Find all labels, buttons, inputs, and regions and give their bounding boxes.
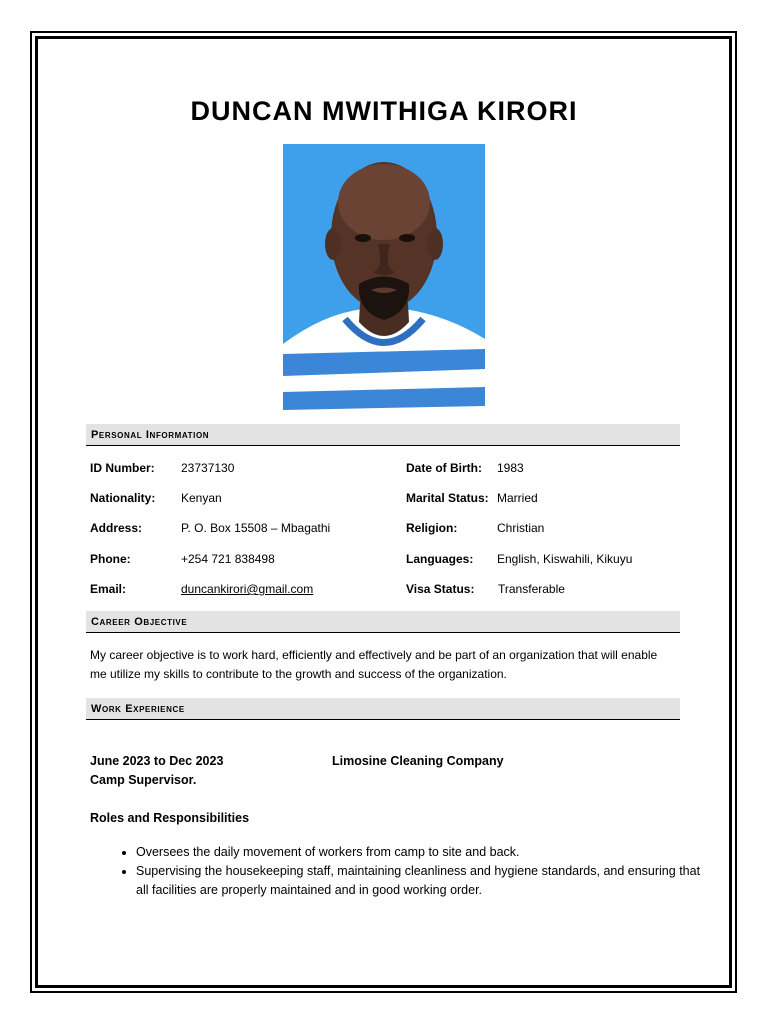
section-title: Career Objective bbox=[91, 616, 188, 628]
career-objective-text: My career objective is to work hard, efficiently and effectively and be part of an organization that will enable me utilize my skills to contribute to the growth and success of the organization. bbox=[90, 648, 658, 681]
profile-photo bbox=[283, 144, 485, 410]
religion-value: Christian bbox=[497, 521, 545, 535]
nationality-value: Kenyan bbox=[181, 491, 222, 505]
languages-value: English, Kiswahili, Kikuyu bbox=[497, 552, 633, 566]
list-item: • Supervising the housekeeping staff, maintaining cleanliness and hygiene standards, and ensuring that all facilities are properly maintained and in good working order. bbox=[136, 862, 706, 900]
work-company: Limosine Cleaning Company bbox=[332, 754, 504, 768]
religion-label: Religion: bbox=[406, 521, 458, 535]
work-period: June 2023 to Dec 2023 bbox=[90, 754, 224, 768]
section-header-work-experience bbox=[86, 698, 680, 720]
languages-label: Languages: bbox=[406, 552, 474, 566]
id-number-label: ID Number: bbox=[90, 461, 155, 475]
marital-status-value: Married bbox=[497, 491, 538, 505]
section-title: Personal Information bbox=[91, 429, 210, 441]
candidate-name: DUNCAN MWITHIGA KIRORI bbox=[190, 96, 578, 126]
roles-heading: Roles and Responsibilities bbox=[90, 811, 250, 825]
address-value: P. O. Box 15508 – Mbagathi bbox=[181, 521, 331, 535]
address-label: Address: bbox=[90, 521, 143, 535]
phone-value: +254 721 838498 bbox=[181, 552, 275, 566]
date-of-birth-value: 1983 bbox=[497, 461, 524, 475]
section-header-career-objective bbox=[86, 611, 680, 633]
id-number-value: 23737130 bbox=[181, 461, 235, 475]
list-item: • Oversees the daily movement of workers from camp to site and back. bbox=[136, 843, 706, 862]
visa-status-value: Transferable bbox=[498, 582, 565, 596]
email-link[interactable]: duncankirori@gmail.com bbox=[181, 582, 314, 596]
section-header-personal-information bbox=[86, 424, 680, 446]
marital-status-label: Marital Status: bbox=[406, 491, 489, 505]
visa-status-label: Visa Status: bbox=[406, 582, 475, 596]
work-role: Camp Supervisor. bbox=[90, 773, 197, 787]
date-of-birth-label: Date of Birth: bbox=[406, 461, 482, 475]
section-title: Work Experience bbox=[91, 703, 185, 715]
nationality-label: Nationality: bbox=[90, 491, 156, 505]
email-label: Email: bbox=[90, 582, 127, 596]
phone-label: Phone: bbox=[90, 552, 131, 566]
responsibilities-list bbox=[112, 843, 706, 900]
